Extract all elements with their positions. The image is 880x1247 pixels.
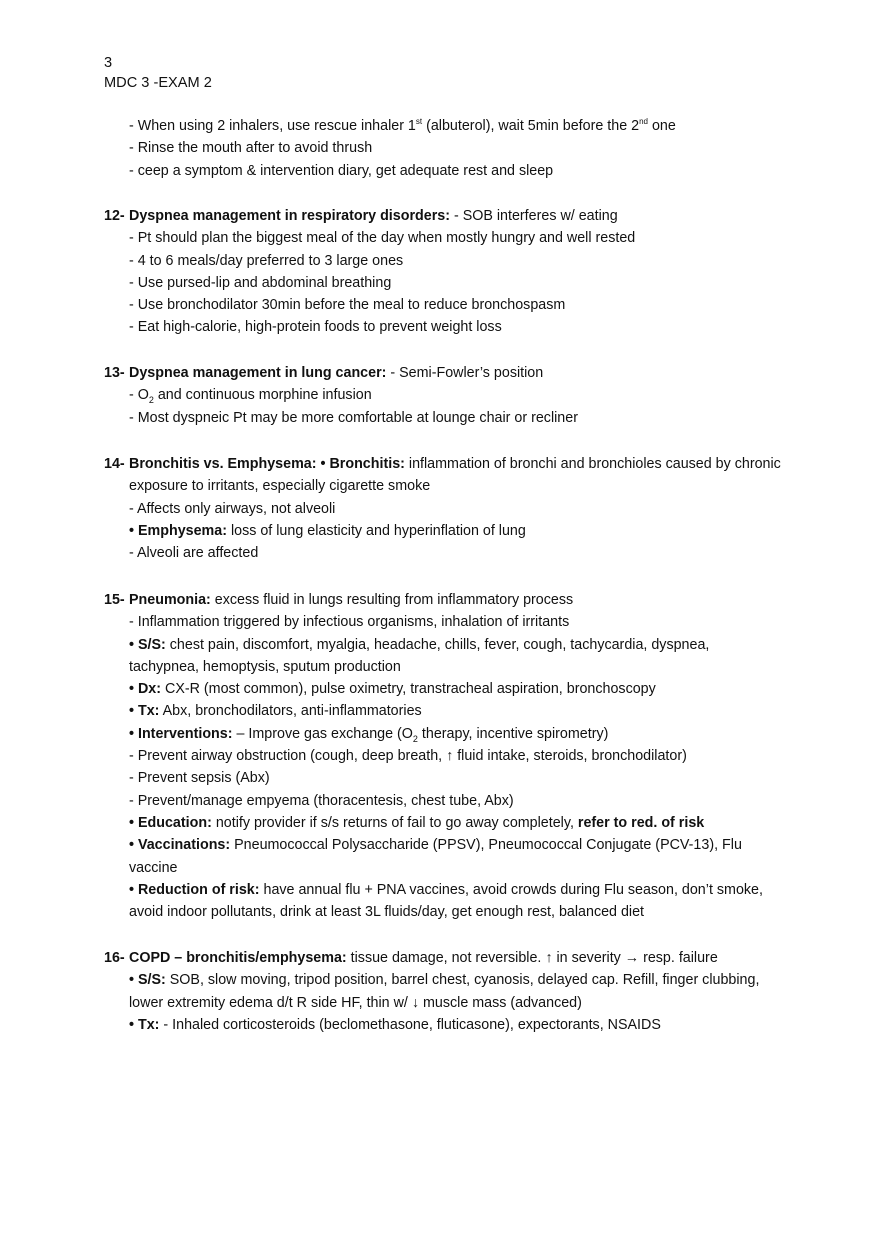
list-item: • Interventions: – Improve gas exchange ($O_2$ therapy, incentive spirometry)	[129, 725, 609, 744]
list-item: - Eat high-calorie, high-protein foods to prevent weight loss	[129, 319, 502, 336]
list-item: - Prevent/manage empyema (thoracentesis, chest tube, Abx)	[129, 792, 514, 809]
section-16	[104, 947, 804, 1036]
list-item: - Affects only airways, not alveoli	[129, 500, 336, 517]
list-item: • Emphysema: loss of lung elasticity and hyperinflation of lung	[129, 522, 526, 539]
list-item: - $O_2$ and continuous morphine infusion	[129, 387, 372, 406]
list-item: - Inflammation triggered by infectious organisms, inhalation of irritants	[129, 614, 570, 631]
section-13	[104, 362, 804, 429]
list-item: - Most dyspneic Pt may be more comfortable at lounge chair or recliner	[129, 409, 578, 426]
list-item: - Use pursed-lip and abdominal breathing	[129, 274, 392, 291]
list-item: - сeep a symptom & intervention diary, get adequate rest and sleep	[129, 162, 554, 179]
page-header	[104, 53, 212, 93]
list-item: • Tx: Abx, bronchodilators, anti-inflammatories	[129, 703, 422, 720]
list-item: • Reduction of risk: have annual flu + PNA vaccines, avoid crowds during Flu season, don’t smoke,	[129, 881, 763, 898]
list-item: - Alveoli are affected	[129, 545, 259, 562]
intro-section	[104, 115, 804, 182]
list-item: - When using 2 inhalers, use rescue inhaler 1st (albuterol), wait 5min before the 2nd one	[129, 117, 676, 134]
section-heading: 12- Dyspnea management in respiratory disorders: - SOB interferes w/ eating	[104, 208, 618, 224]
section-14	[104, 453, 804, 564]
list-item: exposure to irritants, especially cigarette smoke	[129, 478, 431, 495]
list-item: avoid indoor pollutants, drink at least 3L fluids/day, get enough rest, balanced diet	[129, 904, 645, 921]
list-item: - Prevent sepsis (Abx)	[129, 770, 270, 787]
list-item: - Rinse the mouth after to avoid thrush	[129, 140, 373, 157]
list-item: - Use bronchodilator 30min before the meal to reduce bronchospasm	[129, 297, 566, 314]
list-item: - Prevent airway obstruction (cough, deep breath, ↑ fluid intake, steroids, bronchodilator)	[129, 748, 687, 765]
list-item: tachypnea, hemoptysis, sputum production	[129, 658, 401, 675]
list-item: • Vaccinations: Pneumococcal Polysaccharide (PPSV), Pneumococcal Conjugate (PCV-13), Flu	[129, 837, 742, 854]
list-item: • Education: notify provider if s/s returns of fail to go away completely, refer to red. of risk	[129, 814, 705, 831]
document-title: MDC 3 -EXAM 2	[104, 75, 212, 91]
list-item: - 4 to 6 meals/day preferred to 3 large ones	[129, 252, 404, 269]
list-item: lower extremity edema d/t R side HF, thin w/ ↓ muscle mass (advanced)	[129, 994, 582, 1011]
section-heading: 15- Pneumonia: excess fluid in lungs resulting from inflammatory process	[104, 592, 574, 608]
list-item: • S/S: SOB, slow moving, tripod position, barrel chest, cyanosis, delayed cap. Refill, finger clubbing,	[129, 972, 760, 989]
section-12	[104, 205, 804, 339]
section-heading: 16- COPD – bronchitis/emphysema: tissue damage, not reversible. ↑ in severity → resp. failure	[104, 950, 718, 966]
section-heading: 14- Bronchitis vs. Emphysema: • Bronchitis: inflammation of bronchi and bronchioles caused by chronic	[104, 456, 781, 472]
list-item: - Pt should plan the biggest meal of the day when mostly hungry and well rested	[129, 230, 636, 247]
list-item: • S/S: chest pain, discomfort, myalgia, headache, chills, fever, cough, tachycardia, dyspnea,	[129, 636, 710, 653]
section-heading: 13- Dyspnea management in lung cancer: - Semi-Fowler’s position	[104, 365, 544, 381]
list-item: • Tx: - Inhaled corticosteroids (beclomethasone, fluticasone), expectorants, NSAIDS	[129, 1016, 661, 1033]
list-item: vaccine	[129, 859, 178, 876]
section-15	[104, 589, 804, 923]
page-number: 3	[104, 55, 113, 71]
list-item: • Dx: CX-R (most common), pulse oximetry, transtracheal aspiration, bronchoscopy	[129, 681, 656, 698]
